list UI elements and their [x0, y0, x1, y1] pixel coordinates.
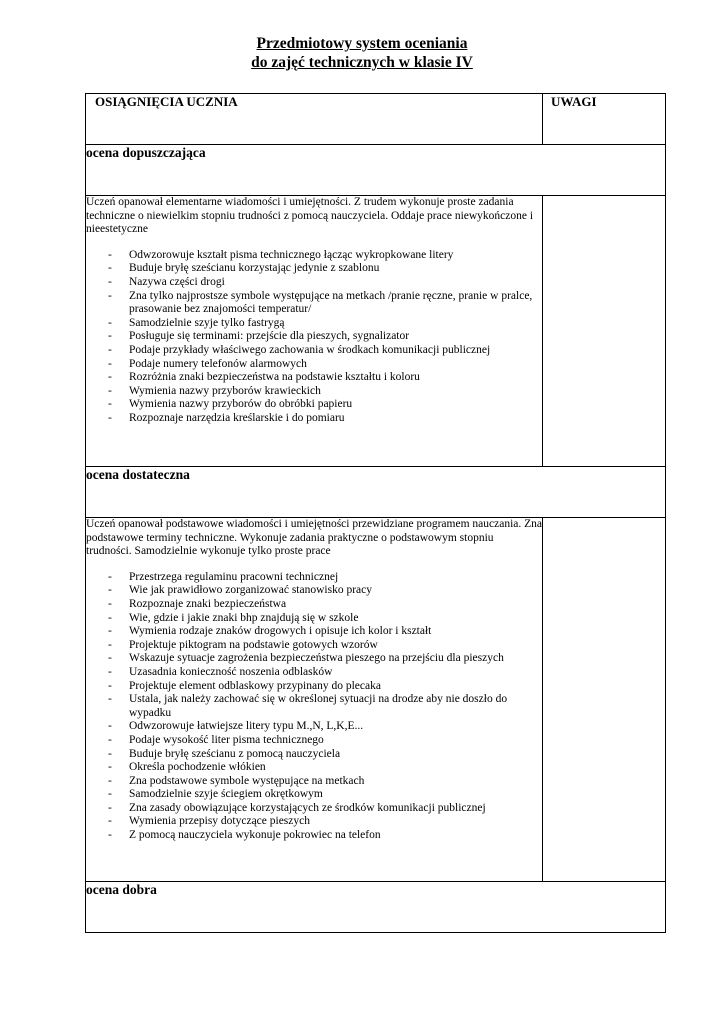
- bullet-dash: -: [108, 801, 112, 814]
- bullet-dash: -: [108, 774, 112, 787]
- list-item: [86, 385, 542, 399]
- list-item: [86, 249, 542, 263]
- list-item-text: Projektuje element odblaskowy przypinany do plecaka: [129, 679, 381, 692]
- criteria-cell: [86, 196, 543, 467]
- list-item-text: Zna podstawowe symbole występujące na metkach: [129, 774, 365, 787]
- list-item-text: Rozróżnia znaki bezpieczeństwa na podstawie kształtu i koloru: [129, 371, 420, 384]
- list-item-text: Nazywa części drogi: [129, 275, 225, 288]
- list-item: [86, 612, 542, 626]
- list-item: [86, 598, 542, 612]
- list-item: [86, 571, 542, 585]
- bullet-dash: -: [108, 652, 112, 665]
- list-item: [86, 693, 542, 720]
- list-item: [86, 290, 542, 317]
- list-item-text: Uzasadnia konieczność noszenia odblasków: [129, 665, 333, 678]
- bullet-dash: -: [108, 638, 112, 651]
- list-item: [86, 358, 542, 372]
- list-item-text: Podaje wysokość liter pisma technicznego: [129, 733, 324, 746]
- list-item-text: Posługuje się terminami: przejście dla pieszych, sygnalizator: [129, 330, 410, 343]
- list-item-text: Samodzielnie szyje tylko fastrygą: [129, 316, 285, 329]
- list-item: [86, 734, 542, 748]
- bullet-dash: -: [108, 679, 112, 692]
- list-item-text: Zna tylko najprostsze symbole występujące na metkach /pranie ręczne, pranie w pralce, prasowanie bez znajomości temperatur/: [129, 289, 533, 316]
- bullet-dash: -: [108, 357, 112, 370]
- list-item: [86, 775, 542, 789]
- bullet-dash: -: [108, 611, 112, 624]
- list-item-text: Wie jak prawidłowo zorganizować stanowisko pracy: [129, 584, 372, 597]
- criteria-intro: Uczeń opanował elementarne wiadomości i umiejętności. Z trudem wykonuje proste zadania techniczne o niewielkim stopniu trudności z pomocą nauczyciela. Oddaje prace niewykończone i nieestetyczne: [86, 196, 534, 236]
- bullet-dash: -: [108, 248, 112, 261]
- list-item: [86, 330, 542, 344]
- title-line-2: do zajęć technicznych w klasie IV: [251, 54, 473, 71]
- bullet-dash: -: [108, 316, 112, 329]
- grade-heading: ocena dopuszczająca: [86, 145, 666, 196]
- bullet-dash: -: [108, 733, 112, 746]
- bullet-dash: -: [108, 398, 112, 411]
- list-item-text: Buduje bryłę sześcianu korzystając jedynie z szablonu: [129, 262, 380, 275]
- list-item-text: Odwzorowuje łatwiejsze litery typu M.,N, L,K,E...: [129, 720, 364, 733]
- list-item-text: Wymienia przepisy dotyczące pieszych: [129, 815, 310, 828]
- criteria-list: [86, 249, 542, 426]
- list-item: [86, 788, 542, 802]
- list-item: [86, 625, 542, 639]
- criteria-list: [86, 571, 542, 843]
- bullet-dash: -: [108, 275, 112, 288]
- list-item: [86, 317, 542, 331]
- grade-heading: ocena dobra: [86, 882, 666, 933]
- header-remarks: UWAGI: [543, 94, 666, 145]
- list-item: [86, 666, 542, 680]
- bullet-dash: -: [108, 343, 112, 356]
- list-item-text: Podaje numery telefonów alarmowych: [129, 357, 307, 370]
- list-item: [86, 584, 542, 598]
- remarks-cell: [543, 518, 666, 882]
- list-item-text: Wymienia rodzaje znaków drogowych i opisuje ich kolor i kształt: [129, 625, 432, 638]
- bullet-dash: -: [108, 829, 112, 842]
- bullet-dash: -: [108, 289, 112, 302]
- title-line-1: Przedmiotowy system oceniania: [256, 35, 468, 52]
- grade-row: [86, 467, 666, 518]
- bullet-dash: -: [108, 788, 112, 801]
- grading-table: [85, 93, 666, 933]
- list-item-text: Odwzorowuje kształt pisma technicznego łącząc wykropkowane litery: [129, 248, 454, 261]
- list-item: [86, 639, 542, 653]
- list-item-text: Ustala, jak należy zachować się w określonej sytuacji na drodze aby nie doszło do wypadku: [129, 693, 508, 719]
- list-item: [86, 262, 542, 276]
- bullet-dash: -: [108, 665, 112, 678]
- list-item: [86, 761, 542, 775]
- list-item-text: Podaje przykłady właściwego zachowania w środkach komunikacji publicznej: [129, 343, 491, 356]
- list-item-text: Samodzielnie szyje ściegiem okrętkowym: [129, 788, 323, 801]
- grade-heading: ocena dostateczna: [86, 467, 666, 518]
- list-item: [86, 815, 542, 829]
- list-item: [86, 802, 542, 816]
- grade-row: [86, 882, 666, 933]
- document-title: [0, 34, 724, 72]
- bullet-dash: -: [108, 411, 112, 424]
- list-item: [86, 748, 542, 762]
- bullet-dash: -: [108, 693, 112, 706]
- bullet-dash: -: [108, 747, 112, 760]
- list-item-text: Wskazuje sytuacje zagrożenia bezpieczeństwa pieszego na przejściu dla pieszych: [129, 652, 504, 665]
- bullet-dash: -: [108, 330, 112, 343]
- list-item: [86, 680, 542, 694]
- list-item: [86, 398, 542, 412]
- list-item-text: Rozpoznaje narzędzia kreślarskie i do pomiaru: [129, 411, 345, 424]
- list-item-text: Z pomocą nauczyciela wykonuje pokrowiec na telefon: [129, 829, 381, 842]
- bullet-dash: -: [108, 570, 112, 583]
- list-item-text: Projektuje piktogram na podstawie gotowych wzorów: [129, 638, 378, 651]
- bullet-dash: -: [108, 720, 112, 733]
- criteria-cell: [86, 518, 543, 882]
- list-item-text: Wymienia nazwy przyborów krawieckich: [129, 384, 321, 397]
- bullet-dash: -: [108, 384, 112, 397]
- list-item: [86, 829, 542, 843]
- list-item: [86, 652, 542, 666]
- list-item-text: Rozpoznaje znaki bezpieczeństwa: [129, 597, 287, 610]
- list-item: [86, 720, 542, 734]
- bullet-dash: -: [108, 761, 112, 774]
- bullet-dash: -: [108, 371, 112, 384]
- list-item: [86, 412, 542, 426]
- criteria-row: [86, 196, 666, 467]
- list-item: [86, 371, 542, 385]
- bullet-dash: -: [108, 815, 112, 828]
- list-item: [86, 276, 542, 290]
- remarks-cell: [543, 196, 666, 467]
- bullet-dash: -: [108, 597, 112, 610]
- list-item-text: Określa pochodzenie włókien: [129, 761, 266, 774]
- criteria-intro: Uczeń opanował podstawowe wiadomości i umiejętności przewidziane programem nauczania. Zna podstawowe terminy techniczne. Wykonuje zadania praktyczne o podstawowym stopniu trudności. Samodzielnie wykonuje tylko proste prace: [86, 518, 542, 558]
- list-item-text: Wymienia nazwy przyborów do obróbki papieru: [129, 398, 353, 411]
- list-item-text: Buduje bryłę sześcianu z pomocą nauczyciela: [129, 747, 341, 760]
- grade-row: [86, 145, 666, 196]
- bullet-dash: -: [108, 262, 112, 275]
- table-header-row: [86, 94, 666, 145]
- list-item: [86, 344, 542, 358]
- list-item-text: Wie, gdzie i jakie znaki bhp znajdują się w szkole: [129, 611, 359, 624]
- bullet-dash: -: [108, 584, 112, 597]
- bullet-dash: -: [108, 625, 112, 638]
- criteria-row: [86, 518, 666, 882]
- header-achievements: OSIĄGNIĘCIA UCZNIA: [86, 94, 543, 145]
- list-item-text: Zna zasady obowiązujące korzystających ze środków komunikacji publicznej: [129, 801, 486, 814]
- list-item-text: Przestrzega regulaminu pracowni technicznej: [129, 570, 339, 583]
